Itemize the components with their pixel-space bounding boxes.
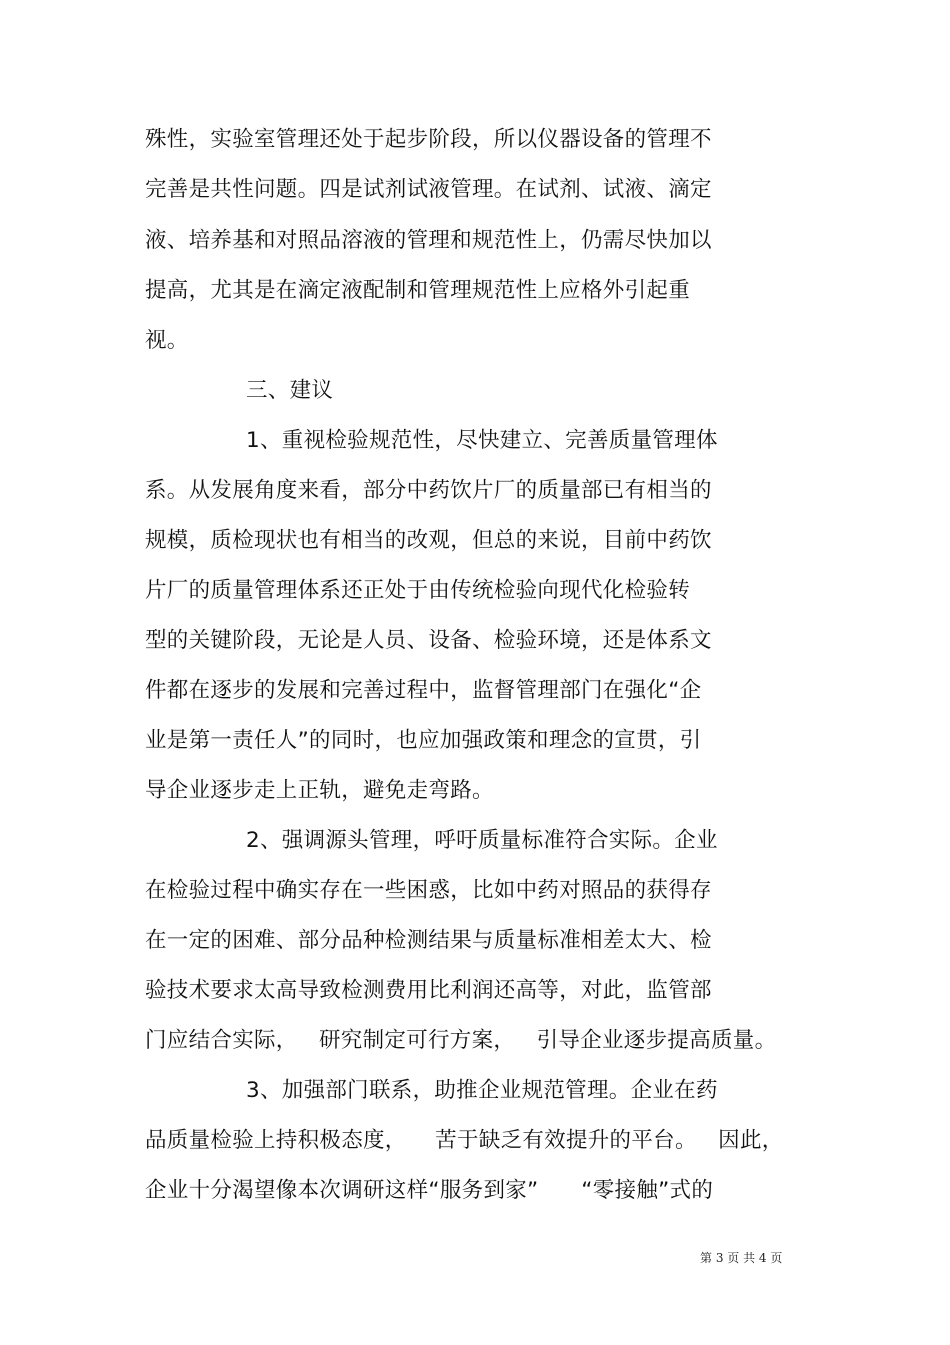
body-line: 验技术要求太高导致检测费用比利润还高等，对此，监管部	[145, 978, 712, 1003]
body-line: 在检验过程中确实存在一些困惑，比如中药对照品的获得存	[145, 878, 712, 903]
body-line: 系。从发展角度来看，部分中药饮片厂的质量部已有相当的	[145, 478, 712, 503]
body-line: 3、加强部门联系，助推企业规范管理。企业在药	[246, 1078, 718, 1103]
body-line: 门应结合实际， 研究制定可行方案， 引导企业逐步提高质量。	[145, 1028, 777, 1053]
body-line: 规模，质检现状也有相当的改观，但总的来说，目前中药饮	[145, 528, 712, 553]
body-line: 件都在逐步的发展和完善过程中，监督管理部门在强化“企	[145, 678, 702, 703]
body-line: 殊性，实验室管理还处于起步阶段，所以仪器设备的管理不	[145, 127, 712, 152]
body-line: 提高，尤其是在滴定液配制和管理规范性上应格外引起重	[145, 278, 691, 303]
body-line: 片厂的质量管理体系还正处于由传统检验向现代化检验转	[145, 578, 691, 603]
body-line: 企业十分渴望像本次调研这样“服务到家” “零接触”式的	[145, 1178, 714, 1203]
body-line: 业是第一责任人”的同时，也应加强政策和理念的宣贯，引	[145, 728, 702, 753]
body-line: 液、培养基和对照品溶液的管理和规范性上，仍需尽快加以	[145, 228, 712, 253]
body-line: 完善是共性问题。四是试剂试液管理。在试剂、试液、滴定	[145, 177, 712, 202]
body-line: 型的关键阶段，无论是人员、设备、检验环境，还是体系文	[145, 628, 712, 653]
body-line: 在一定的困难、部分品种检测结果与质量标准相差太大、检	[145, 928, 712, 953]
body-line: 1、重视检验规范性，尽快建立、完善质量管理体	[246, 428, 718, 453]
body-line: 2、强调源头管理，呼吁质量标准符合实际。企业	[246, 828, 718, 853]
section-heading: 三、建议	[246, 378, 334, 403]
body-line: 品质量检验上持积极态度， 苦于缺乏有效提升的平台。 因此，	[145, 1128, 784, 1153]
body-line: 导企业逐步走上正轨，避免走弯路。	[145, 778, 494, 803]
body-line: 视。	[145, 328, 189, 353]
page-number: 第 3 页 共 4 页	[700, 1251, 783, 1265]
